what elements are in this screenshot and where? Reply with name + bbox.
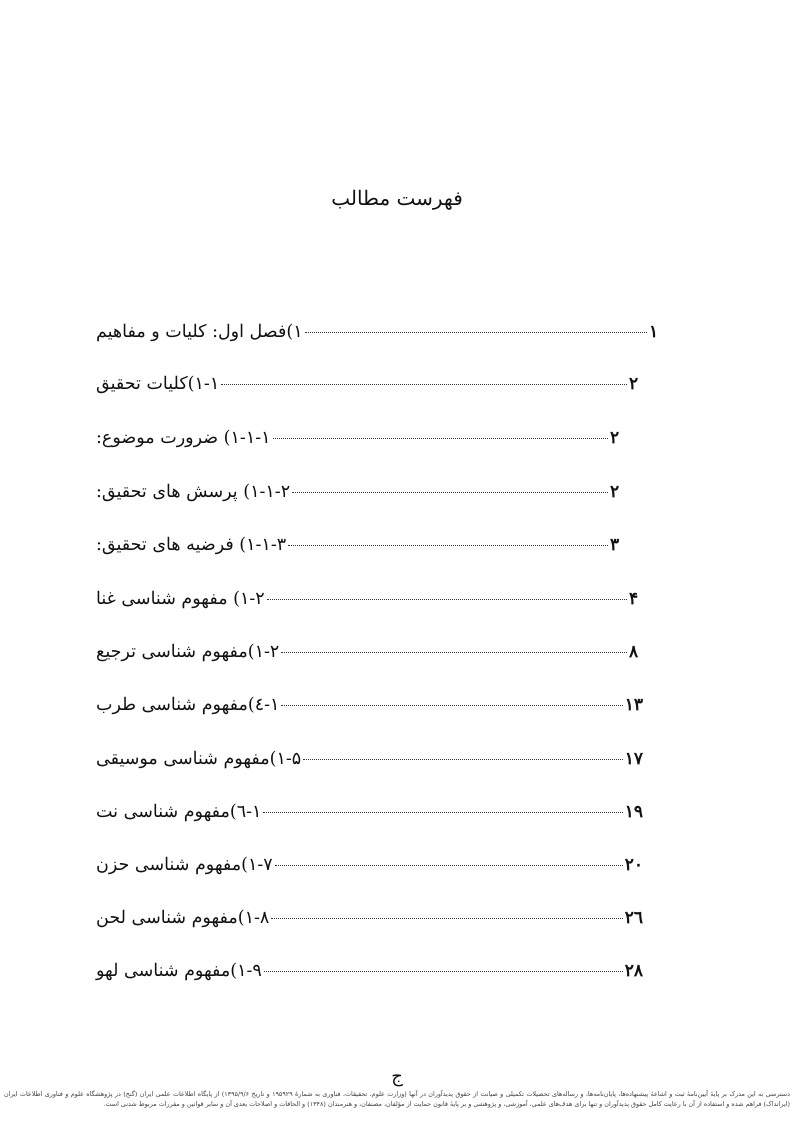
toc-entry-page: ۱۳ [624,695,643,715]
toc-entry [95,535,624,565]
toc-leader-dots [303,759,623,760]
toc-entry-label: ۱-۱-۲) پرسش های تحقیق: [96,482,291,502]
toc-entry-label: ۱-۱-۳) فرضیه های تحقیق: [96,535,287,555]
toc-entry [95,374,643,404]
toc-leader-dots [263,812,622,813]
toc-leader-dots [267,599,627,600]
toc-entry-page: ۲٦ [624,908,643,928]
toc-entry-label: ۱-۵)مفهوم شناسی موسیقی [96,749,302,769]
toc-entry-label: ۱-۱-۱) ضرورت موضوع: [96,428,271,448]
toc-entry-label: ۱-۹)مفهوم شناسی لهو [96,961,262,981]
page-title: فهرست مطالب [331,186,463,210]
toc-entry [95,322,663,352]
page-number-letter: ج [391,1066,403,1087]
toc-entry [95,961,643,991]
toc-entry-page: ۱۹ [624,802,643,822]
toc-entry [95,695,643,725]
toc-entry-label: ۱)فصل اول: کلیات و مفاهیم [96,322,303,342]
toc-leader-dots [275,865,623,866]
toc-entry-page: ۲ [610,428,620,448]
toc-leader-dots [271,918,622,919]
toc-entry-page: ۱ [649,322,659,342]
toc-entry-label: ۱-۱)کلیات تحقیق [96,374,220,394]
toc-entry-page: ۲۸ [624,961,643,981]
toc-entry [95,749,643,779]
toc-entry-label: ۱-۸)مفهوم شناسی لحن [96,908,270,928]
toc-entry-page: ۱۷ [624,749,643,769]
toc-entry [95,589,643,619]
toc-entry-label: ۱-۲) مفهوم شناسی غنا [96,589,265,609]
toc-leader-dots [281,705,622,706]
toc-leader-dots [288,545,608,546]
toc-leader-dots [264,971,623,972]
toc-entry-page: ۴ [629,589,639,609]
toc-leader-dots [292,492,608,493]
toc-leader-dots [281,652,627,653]
toc-entry-label: ۱-٦)مفهوم شناسی نت [96,802,262,822]
toc-entry-label: ۱-۲)مفهوم شناسی ترجیع [96,642,280,662]
toc-entry [95,428,624,458]
toc-entry-page: ۸ [629,642,639,662]
toc-entry-page: ۲ [629,374,639,394]
toc-leader-dots [305,332,647,333]
toc-leader-dots [273,438,608,439]
toc-leader-dots [221,384,627,385]
toc-entry-label: ۱-۷)مفهوم شناسی حزن [96,855,273,875]
toc-entry [95,908,643,938]
toc-entry [95,802,643,832]
copyright-disclaimer: دسترسی به این مدرک بر پایهٔ آیین‌نامهٔ ثبت و اشاعهٔ پیشنهاده‌ها، پایان‌نامه‌ها، و رساله‌های تحصیلات تکمیلی و صیانت از حقوق پدیدآوران در آنها (وزارت علوم، تحقیقات، فناوری به شمارهٔ ۱۹۵۹۲۹ و تاریخ ۱۳۹۵/۹/۶) از پایگاه اطلاعات علمی ایران (گنج) در پژوهشگاه علوم و فناوری اطلاعات ایران (ایرانداک) فراهم شده و استفاده از آن با رعایت کامل حقوق پدیدآوران و تنها برای هدف‌های علمی، آموزشی، و پژوهشی و بر پایهٔ قانون حمایت از مؤلفان، مصنفان، و هنرمندان (۱۳۴۸) و الحاقات و اصلاحات بعدی آن و سایر قوانین و مقررات مربوط شدنی است. [4,1090,790,1108]
toc-entry-page: ۳ [610,535,620,555]
toc-entry-page: ۲ [610,482,620,502]
toc-entry-label: ۱-٤)مفهوم شناسی طرب [96,695,280,715]
toc-entry [95,482,624,512]
toc-entry [95,855,643,885]
toc-entry [95,642,643,672]
toc-entry-page: ۲۰ [624,855,643,875]
